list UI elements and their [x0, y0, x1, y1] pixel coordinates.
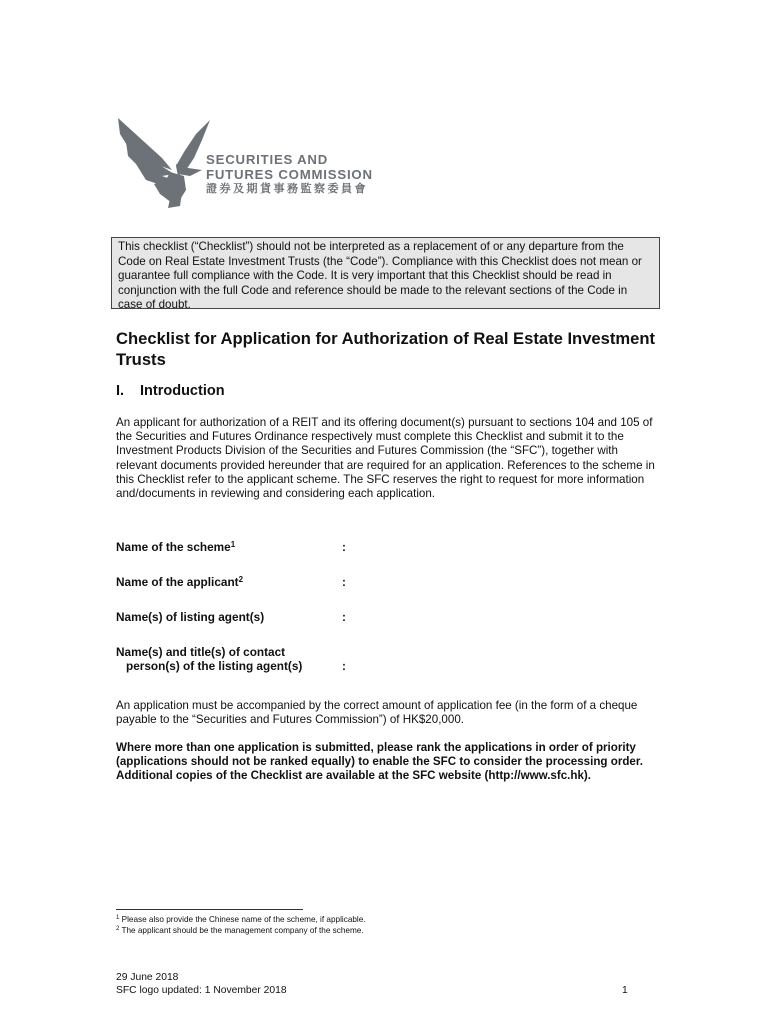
footnote-ref: 1 [230, 540, 236, 549]
footnotes [116, 915, 366, 936]
page-footer [116, 972, 287, 997]
intro-paragraph: An applicant for authorization of a REIT and its offering document(s) pursuant to sections 104 and 105 of the Securities and Futures Ordinance respectively must complete this Checklist and submit it to the Investment Products Division of the Securities and Futures Commission (the “SFC”), together with relevant documents provided hereunder that are required for an application. References to the scheme in this Checklist refer to the applicant scheme. The SFC reserves the right to request for more information and/documents in reviewing and considering each application. [116, 416, 655, 501]
fee-paragraph: An application must be accompanied by the correct amount of application fee (in the form of a cheque payable to the “Securities and Futures Commission”) of HK$20,000. [116, 699, 638, 727]
footnote-number: 1 [116, 915, 120, 921]
footnote-ref: 2 [238, 575, 244, 584]
disclaimer-box [111, 237, 660, 312]
footnote-1 [116, 915, 366, 926]
section-number: I. [116, 383, 125, 399]
footnote-divider [116, 909, 303, 910]
field-label [116, 540, 341, 554]
footnote-number: 2 [116, 925, 120, 932]
field-separator: : [342, 659, 346, 673]
footnote-text: Please also provide the Chinese name of the scheme, if applicable. [121, 915, 366, 924]
field-label-line1: Name(s) and title(s) of contact [116, 645, 286, 659]
disclaimer-text: This checklist (“Checklist”) should not be interpreted as a replacement of or any departure from the Code on Real Estate Investment Trusts (the “Code”). Compliance with this Checklist does not mean or guarantee full compliance with the Code. It is very important that this Checklist should be read in conjunction with the full Code and reference should be made to the relevant sections of the Code in case of doubt. [118, 240, 642, 312]
footer-date: 29 June 2018 [116, 972, 179, 983]
field-separator: : [342, 610, 346, 624]
logo-name-line2: FUTURES COMMISSION [206, 167, 373, 182]
footer-logo-update: SFC logo updated: 1 November 2018 [116, 984, 287, 996]
footnote-2 [116, 926, 366, 937]
page-number: 1 [622, 985, 628, 996]
footnote-text: The applicant should be the management company of the scheme. [121, 925, 364, 935]
field-label-text: Name of the applicant [116, 575, 239, 589]
field-separator: : [342, 575, 346, 589]
eagle-icon [110, 112, 210, 212]
field-label: Name(s) of listing agent(s) [116, 610, 265, 624]
document-title: Checklist for Application for Authorization of Real Estate Investment Trusts [116, 329, 656, 369]
section-title: Introduction [140, 383, 225, 399]
field-label-line2: person(s) of the listing agent(s) [126, 659, 303, 673]
field-label-text: Name of the scheme [116, 540, 231, 554]
section-heading [116, 382, 225, 400]
sfc-logo [110, 112, 380, 212]
field-label [116, 645, 341, 673]
field-label [116, 575, 341, 589]
logo-name-line1: SECURITIES AND [206, 152, 329, 167]
field-separator: : [342, 540, 346, 554]
priority-paragraph: Where more than one application is submitted, please rank the applications in order of priority (applications should not be ranked equally) to enable the SFC to consider the processing order. Additional copies of the Checklist are available at the SFC website (http://www.sfc.hk). [116, 741, 643, 783]
logo-name-chinese: 證券及期貨事務監察委員會 [206, 183, 368, 195]
